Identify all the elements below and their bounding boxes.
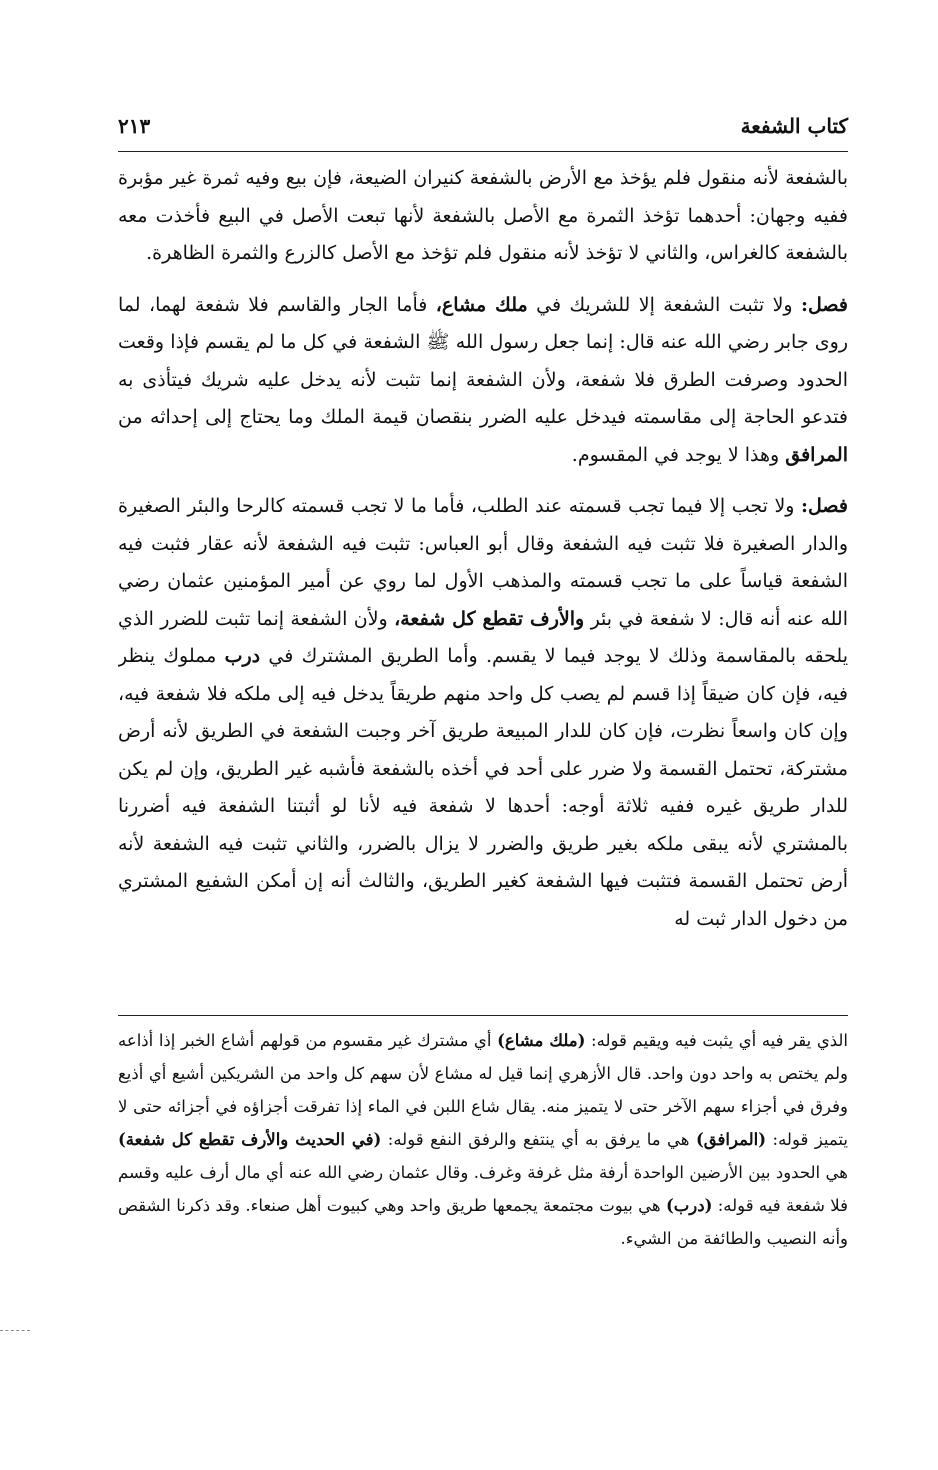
bold-term: (ملك مشاع) (497, 1031, 586, 1050)
footnotes (118, 1024, 848, 1354)
footnote-divider (118, 1015, 848, 1016)
section-lead: فصل: (801, 293, 848, 316)
bold-term: والأرف تقطع كل شفعة، (394, 607, 585, 630)
text-run: وهذا لا يوجد في المقسوم. (571, 443, 786, 466)
text-run: هي بيوت مجتمعة يجمعها طريق واحد وهي كبيوت أهل صنعاء. وقد ذكرنا الشقص وأنه النصيب والطائفة من الشيء. (118, 1196, 848, 1248)
footnote-text (118, 1024, 848, 1255)
text-run: ولأن الشفعة إنما تثبت للضرر الذي يلحقه بالمقاسمة وذلك لا يوجد فيما لا يقسم. وأما الطريق المشترك في (118, 607, 848, 667)
text-run: هي ما يرفق به أي ينتفع والرفق النفع قوله: (381, 1130, 696, 1149)
paragraph-3 (118, 488, 848, 938)
main-text (118, 160, 848, 1008)
bold-term: (المرافق) (695, 1130, 767, 1149)
text-run: ولا تجب إلا فيما تجب قسمته عند الطلب، فأما ما لا تجب قسمته كالرحا والبئر الصغيرة والدار الصغيرة فلا تثبت فيه الشفعة وقال أبو العباس: تثبت فيه الشفعة لأنه عقار فثبت فيه الشفعة قياساً على ما تجب قسمته والمذهب الأول لما روي عن أمير المؤمنين عثمان رضي الله عنه أنه قال: لا شفعة في بئر (118, 495, 848, 630)
bold-term: (درب) (665, 1196, 713, 1215)
chapter-title: كتاب الشفعة (740, 114, 848, 138)
bold-term: (في الحديث والأرف تقطع كل شفعة) (118, 1130, 382, 1149)
bold-term: درب (224, 645, 261, 667)
text-run: أي مشترك غير مقسوم من قولهم أشاع الخبر إذا أذاعه ولم يختص به واحد دون واحد. قال الأزهري إنما قيل له مشاع لأن سهم كل واحد من الشريكين أشيع أي أذيع وفرق في أجزاء سهم الآخر حتى لا يتميز منه. يقال شاع اللبن في الماء إذا تفرقت أجزاؤه في أجزائه حتى لا يتميز قوله: (118, 1031, 848, 1149)
header-divider (118, 151, 848, 152)
text-run: هي الحدود بين الأرضين الواحدة أرفة مثل غرفة وغرف. وقال عثمان رضي الله عنه أي مال أرف عليه وقسم فلا شفعة فيه قوله: (118, 1163, 848, 1215)
section-lead: فصل: (801, 495, 848, 517)
page-number: ٢١٣ (118, 114, 151, 138)
paragraph-2 (118, 287, 848, 475)
margin-mark (0, 1330, 30, 1331)
text-run: الذي يقر فيه أي يثبت فيه ويقيم قوله: (585, 1031, 848, 1050)
text-run: ولا تثبت الشفعة إلا للشريك في (527, 293, 802, 316)
text-run: فأما الجار والقاسم فلا شفعة لهما، لما روى جابر رضي الله عنه قال: إنما جعل رسول الله ﷺ الشفعة في كل ما لم يقسم فإذا وقعت الحدود وصرفت الطرق فلا شفعة، ولأن الشفعة إنما تثبت لأنه يدخل عليه شريك فيتأذى به فتدعو الحاجة إلى مقاسمته فيدخل عليه الضرر بنقصان قيمة الملك وما يحتاج إلى إحداثه من (118, 293, 848, 428)
text-run: مملوك ينظر فيه، فإن كان ضيقاً إذا قسم لم يصب كل واحد منهم طريقاً يدخل فيه إلى ملكه فلا شفعة فيه، وإن كان واسعاً نظرت، فإن كان للدار المبيعة طريق آخر وجبت الشفعة في الطريق لأنه أرض مشتركة، تحتمل القسمة ولا ضرر على أحد في أخذه بالشفعة فأشبه غير الطريق، وإن لم يكن للدار طريق غيره ففيه ثلاثة أوجه: أحدها لا شفعة فيه لأنا لو أثبتنا الشفعة فيه أضررنا بالمشتري لأنه يبقى ملكه بغير طريق والضرر لا يزال بالضرر، والثاني تثبت فيه الشفعة لأنه أرض تحتمل القسمة فتثبت فيها الشفعة كغير الطريق، والثالث أنه إن أمكن الشفيع المشتري من دخول الدار ثبت له (118, 645, 848, 930)
bold-term: ملك مشاع، (435, 293, 528, 316)
paragraph-1: بالشفعة لأنه منقول فلم يؤخذ مع الأرض بالشفعة كنيران الضيعة، فإن بيع وفيه ثمرة غير مؤبرة ففيه وجهان: أحدهما تؤخذ الثمرة مع الأصل بالشفعة لأنها تبعت الأصل في البيع فأخذت معه بالشفعة كالغراس، والثاني لا تؤخذ لأنه منقول فلم تؤخذ مع الأصل كالزرع والثمرة الظاهرة. (118, 167, 848, 264)
bold-term: المرافق (785, 443, 848, 466)
page-header (118, 108, 848, 148)
